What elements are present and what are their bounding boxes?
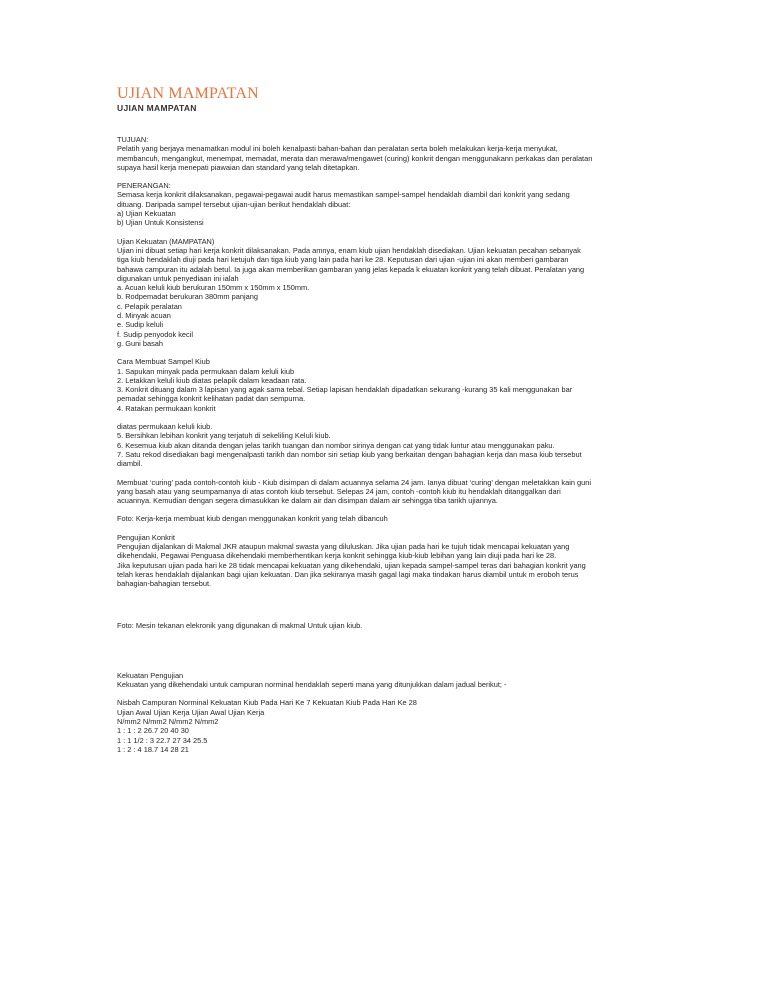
cara-membuat-line: 1. Sapukan minyak pada permukaan dalam keluli kiub	[117, 366, 295, 376]
ujian-kekuatan-line: Ujian Kekuatan (MAMPATAN)	[117, 236, 215, 246]
ujian-kekuatan-line: e. Sudip keluli	[117, 320, 164, 330]
langkah-lanjut-line: 5. Bersihkan lebihan konkrit yang terjatuh di sekeliling Keluli kiub.	[117, 431, 331, 441]
ujian-kekuatan-line: a. Acuan keluli kiub berukuran 150mm x 150mm x 150mm.	[117, 283, 310, 293]
kekuatan-pengujian-line: Kekuatan yang dikehendaki untuk campuran norminal hendaklah seperti mana yang ditunjukkan dalam jadual berikut; -	[117, 680, 507, 690]
photo-caption-1	[117, 514, 662, 523]
cara-membuat-line: 4. Ratakan permukaan konkrit	[117, 403, 216, 413]
jadual-line: 1 : 1 1/2 : 3 22.7 27 34 25.5	[117, 735, 208, 745]
pengujian-line: bahagian-bahagian tersebut.	[117, 579, 212, 589]
langkah-lanjut-line: diambil.	[117, 459, 143, 469]
caption-text: Foto: Mesin tekanan elekronik yang digunakan di makmal Untuk ujian kiub.	[117, 621, 363, 631]
pengujian-line: Jika keputusan ujian pada hari ke 28 tidak mencapai kekuatan yang dikehendaki, ujian kepada sampel-sampel teras dari bahagian konkrit yang	[117, 560, 586, 570]
langkah-lanjut-line: 6. Kesemua kiub akan ditanda dengan jelas tarikh tuangan dan nombor sirinya dengan cat yang tidak luntur atau menggunakan paku.	[117, 440, 555, 450]
langkah-lanjut-line: diatas permukaan keluli kiub.	[117, 422, 213, 432]
curing-line: yang basah atau yang seumpamanya di atas contoh kiub tersebut. Selepas 24 jam, contoh -contoh kiub itu hendaklah ditanggalkan dari	[117, 486, 561, 496]
cara-membuat-line: pemadat sehingga konkrit kelihatan padat dan sempurna.	[117, 394, 306, 404]
jadual-line: 1 : 1 : 2 26.7 20 40 30	[117, 726, 189, 736]
jadual-line: 1 : 2 : 4 18.7 14 28 21	[117, 744, 189, 754]
section-pengujian	[117, 533, 662, 589]
image-placeholder-gap	[117, 597, 662, 621]
ujian-kekuatan-line: g. Guni basah	[117, 338, 164, 348]
langkah-lanjut-line: 7. Satu rekod disediakan bagi mengenalpasti tarikh dan nombor siri setiap kiub yang berkaitan dengan bahagian kerja dan masa kiub tersebut	[117, 449, 582, 459]
jadual-line: Ujian Awal Ujian Kerja Ujian Awal Ujian Kerja	[117, 707, 265, 717]
ujian-kekuatan-line: digunakan untuk penyediaan ini ialah	[117, 273, 239, 283]
section-tujuan	[117, 135, 662, 172]
document-page	[117, 85, 662, 763]
pengujian-line: Pengujian dijalankan di Makmal JKR ataupun makmal swasta yang diluluskan. Jika ujian pada hari ke tujuh tidak mencapai kekuatan yang	[117, 541, 570, 551]
penerangan-line: PENERANGAN:	[117, 181, 171, 191]
penerangan-line: a) Ujian Kekuatan	[117, 209, 176, 219]
section-ujian-kekuatan	[117, 237, 662, 349]
document-subtitle: UJIAN MAMPATAN	[117, 103, 197, 113]
cara-membuat-line: Cara Membuat Sampel Kiub	[117, 357, 210, 367]
ujian-kekuatan-line: bahawa campuran itu adalah betul. Ia juga akan memberikan gambaran yang jelas kepada k ekuatan konkrit yang telah dibuat. Peralatan yang	[117, 264, 585, 274]
cara-membuat-line: 2. Letakkan keluli kiub diatas pelapik dalam keadaan rata.	[117, 375, 307, 385]
kekuatan-pengujian-line: Kekuatan Pengujian	[117, 670, 184, 680]
penerangan-line: b) Ujian Untuk Konsistensi	[117, 218, 204, 228]
tujuan-line: membancuh, mengangkut, menempat, memadat, merata dan merawa/mengawet (curing) konkrit dengan menggunakann perkakas dan peralatan	[117, 153, 593, 163]
pengujian-line: dikehendaki, Pegawai Penguasa dikehendaki memberhentikan kerja konkrit sehingga kiub-kiub lebihan yang lain diuji pada hari ke 28.	[117, 551, 557, 561]
section-langkah-lanjut	[117, 422, 662, 468]
jadual-line: N/mm2 N/mm2 N/mm2 N/mm2	[117, 716, 219, 726]
pengujian-line: Pengujian Konkrit	[117, 532, 175, 542]
tujuan-line: Pelatih yang berjaya menamatkan modul ini boleh kenalpasti bahan-bahan dan peralatan serta boleh melakukan kerja-kerja menyukat,	[117, 144, 558, 154]
jadual-line: Nisbah Campuran Norminal Kekuatan Kiub Pada Hari Ke 7 Kekuatan Kiub Pada Hari Ke 28	[117, 698, 417, 708]
curing-line: acuannya. Kemudian dengan segera dimasukkan ke dalam air dan disimpan dalam air sehingga tiba tarikh ujiannya.	[117, 496, 498, 506]
document-title: UJIAN MAMPATAN	[117, 85, 259, 102]
ujian-kekuatan-line: f. Sudip penyodok kecil	[117, 329, 194, 339]
penerangan-line: dituang. Daripada sampel tersebut ujian-ujian berikut hendaklah dibuat:	[117, 199, 351, 209]
ujian-kekuatan-line: d. Minyak acuan	[117, 311, 171, 321]
ujian-kekuatan-line: tiga kiub hendaklah diuji pada hari ketujuh dan tiga kiub yang lain pada hari ke 28. Keputusan dari ujian -ujian ini akan memberi gambaran	[117, 255, 569, 265]
penerangan-line: Semasa kerja konkrit dilaksanakan, pegawai-pegawai audit harus memastikan sampel-sampel hendaklah diambil dari konkrit yang sedang	[117, 190, 570, 200]
ujian-kekuatan-line: Ujian ini dibuat setiap hari kerja konkrit dilaksanakan. Pada amnya, enam kiub ujian hendaklah disediakan. Ujian kekuatan pecahan sebanyak	[117, 245, 581, 255]
pengujian-line: telah keras hendaklah dijalankan bagi ujian kekuatan. Dan jika sekiranya masih gagal lagi maka tindakan harus diambil untuk m eroboh terus	[117, 569, 579, 579]
image-placeholder-gap	[117, 640, 662, 671]
tujuan-line: TUJUAN:	[117, 135, 149, 144]
photo-caption-2	[117, 621, 662, 630]
section-jadual	[117, 698, 662, 754]
caption-text: Foto: Kerja-kerja membuat kiub dengan menggunakan konkrit yang telah dibancuh	[117, 514, 388, 524]
ujian-kekuatan-line: c. Pelapik peralatan	[117, 301, 182, 311]
section-cara-membuat	[117, 357, 662, 413]
section-kekuatan-pengujian	[117, 671, 662, 690]
section-curing	[117, 478, 662, 506]
tujuan-line: supaya hasil kerja menepati piawaian dan standard yang telah ditetapkan.	[117, 162, 360, 172]
section-penerangan	[117, 181, 662, 227]
ujian-kekuatan-line: b. Rodpemadat berukuran 380mm panjang	[117, 292, 258, 302]
curing-line: Membuat ‘curing’ pada contoh-contoh kiub - Kiub disimpan di dalam acuannya selama 24 jam. Ianya dibuat ‘curing’ dengan meletakkan kain guni	[117, 477, 591, 487]
cara-membuat-line: 3. Konkrit dituang dalam 3 lapisan yang agak sama tebal. Setiap lapisan hendaklah dipadatkan sekurang -kurang 35 kali menggunakan bar	[117, 385, 573, 395]
